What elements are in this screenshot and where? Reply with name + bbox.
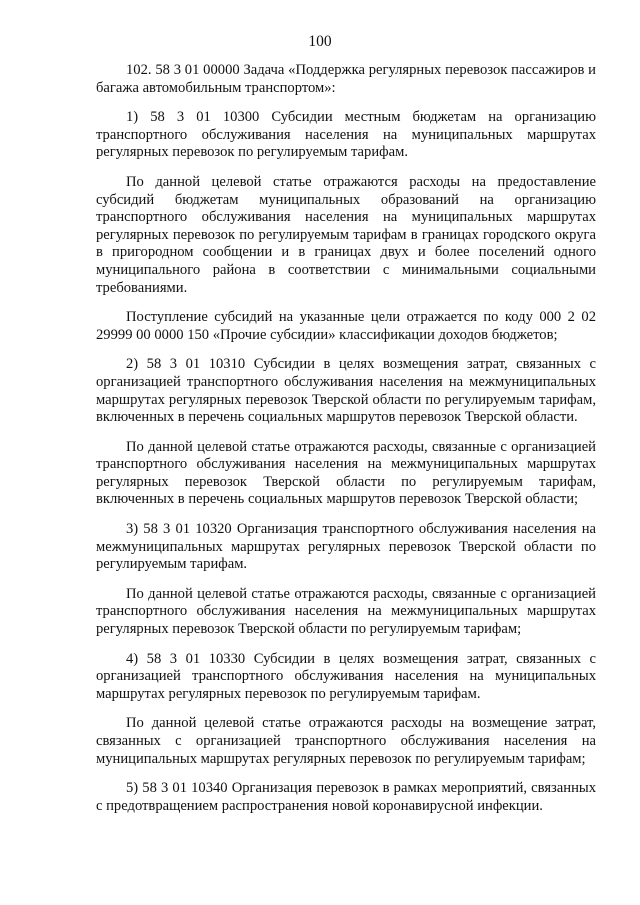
paragraph-item-2-description: По данной целевой статье отражаются расходы, связанные с организацией транспортного обслуживания населения на межмуниципальных маршрутах регулярных перевозок Тверской области по регулируемым тарифам, включенных в перечень социальных маршрутов перевозок Тверской области; (96, 438, 596, 508)
paragraph-item-1: 1) 58 3 01 10300 Субсидии местным бюджетам на организацию транспортного обслуживания населения на муниципальных маршрутах регулярных перевозок по регулируемым тарифам. (96, 109, 596, 161)
paragraph-item-3-description: По данной целевой статье отражаются расходы, связанные с организацией транспортного обслуживания населения на межмуниципальных маршрутах регулярных перевозок Тверской области по регулируемым тарифам; (96, 585, 596, 638)
paragraph-item-4-description: По данной целевой статье отражаются расходы на возмещение затрат, связанных с организацией транспортного обслуживания населения на муниципальных маршрутах регулярных перевозок по регулируемым тарифам; (96, 715, 596, 767)
page-number: 100 (308, 33, 332, 50)
paragraph-income-code: Поступление субсидий на указанные цели отражается по коду 000 2 02 29999 00 0000 150 «Прочие субсидии» классификации доходов бюджетов; (96, 309, 596, 343)
paragraph-item-3: 3) 58 3 01 10320 Организация транспортного обслуживания населения на межмуниципальных маршрутах регулярных перевозок Тверской области по регулируемым тарифам. (96, 521, 596, 573)
paragraph-task-heading: 102. 58 3 01 00000 Задача «Поддержка регулярных перевозок пассажиров и багажа автомобильным транспортом»: (96, 62, 596, 96)
document-body (96, 62, 596, 827)
paragraph-item-2: 2) 58 3 01 10310 Субсидии в целях возмещения затрат, связанных с организацией транспортного обслуживания населения на межмуниципальных маршрутах регулярных перевозок Тверской области по регулируемым тарифам, включенных в перечень социальных маршрутов перевозок Тверской области. (96, 356, 596, 426)
paragraph-item-5: 5) 58 3 01 10340 Организация перевозок в рамках мероприятий, связанных с предотвращением распространения новой коронавирусной инфекции. (96, 780, 596, 814)
paragraph-item-1-description: По данной целевой статье отражаются расходы на предоставление субсидий бюджетам муниципальных образований на организацию транспортного обслуживания населения на муниципальных маршрутах регулярных перевозок по регулируемым тарифам в границах городского округа в пригородном сообщении и в границах двух и более поселений одного муниципального района в соответствии с минимальными социальными требованиями. (96, 173, 596, 296)
paragraph-item-4: 4) 58 3 01 10330 Субсидии в целях возмещения затрат, связанных с организацией транспортного обслуживания населения на муниципальных маршрутах регулярных перевозок по регулируемым тарифам. (96, 650, 596, 702)
